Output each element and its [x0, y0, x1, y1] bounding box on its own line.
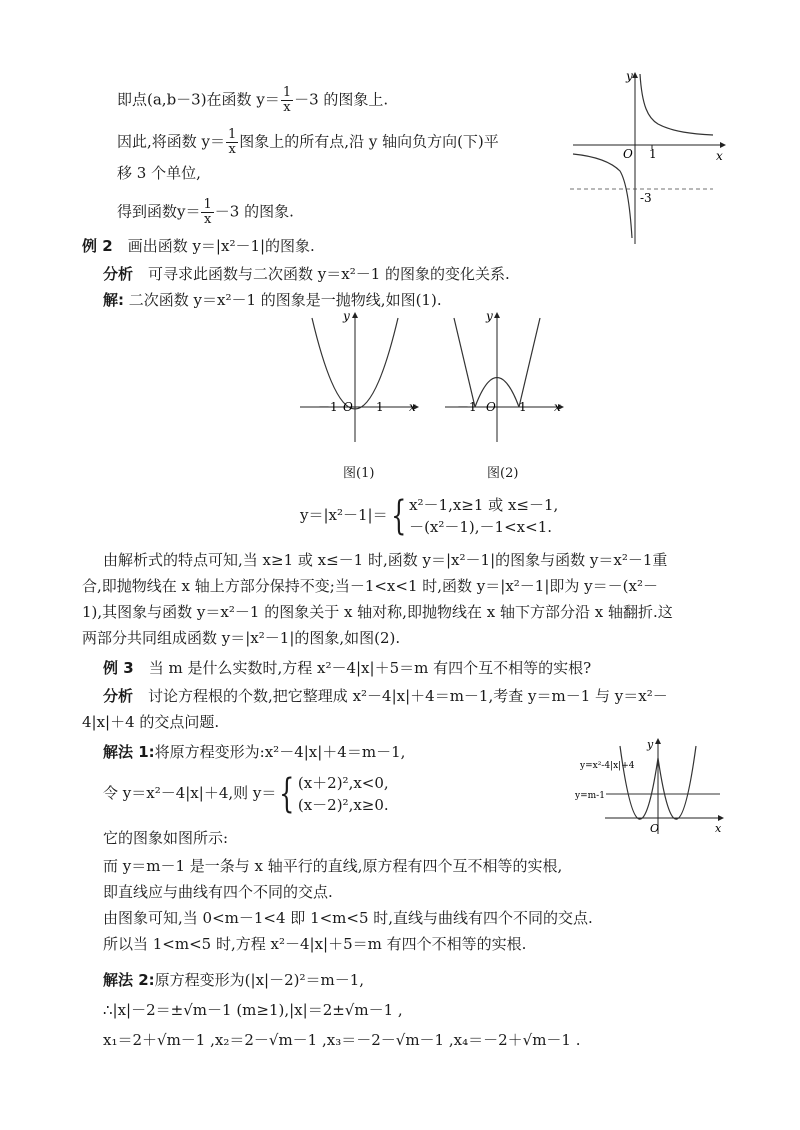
- example3-analysis2: 4|x|＋4 的交点问题.: [82, 713, 220, 731]
- example3-heading: 例 3 当 m 是什么实数时,方程 x²－4|x|＋5＝m 有四个互不相等的实根?: [103, 659, 592, 677]
- origin-label: O: [650, 822, 660, 835]
- minus3-label: -3: [640, 191, 652, 205]
- method2-line3: x₁＝2＋√m－1 ,x₂＝2－√m－1 ,x₃＝－2－√m－1 ,x₄＝－2＋√m－1 .: [103, 1031, 581, 1049]
- example3-analysis1: 分析 讨论方程根的个数,把它整理成 x²－4|x|＋4＝m－1,考查 y＝m－1 与 y＝x²－: [103, 687, 668, 705]
- line-label: y=m-1: [575, 791, 605, 801]
- minus-one-label: －1: [318, 400, 338, 414]
- y-axis-label: y: [647, 738, 654, 751]
- method1-from-graph: 由图象可知,当 0<m－1<4 即 1<m<5 时,直线与曲线有四个不同的交点.: [103, 909, 593, 927]
- tick-one-label: 1: [649, 147, 657, 161]
- curve-label: y=x²-4|x|+4: [580, 761, 635, 771]
- y-axis-label: y: [486, 310, 493, 323]
- s1-line1: 即点(a,b－3)在函数 y＝ $\frac{1}{x}$ －3 的图象上.: [117, 85, 389, 115]
- s1-line4: 得到函数y＝ $\frac{1}{x}$ －3 的图象.: [117, 197, 294, 227]
- example2-solution: 解: 二次函数 y＝x²－1 的图象是一抛物线,如图(1).: [103, 291, 442, 309]
- example2-para2: 合,即抛物线在 x 轴上方部分保持不变;当－1<x<1 时,函数 y＝|x²－1|即为 y＝－(x²－: [82, 577, 658, 595]
- s1-line2: 因此,将函数 y＝ $\frac{1}{x}$ 图象上的所有点,沿 y 轴向负方向(下)平: [117, 127, 499, 157]
- fraction: $\frac{1}{x}$: [228, 127, 237, 157]
- method2-line2: ∴|x|－2＝±√m－1 (m≥1),|x|＝2±√m－1 ,: [103, 1001, 403, 1019]
- method1-line1: 解法 1:将原方程变形为:x²－4|x|＋4＝m－1,: [103, 743, 406, 761]
- method1-graph: 它的图象如图所示:: [103, 829, 229, 847]
- method1-let: 令 y＝x²－4|x|＋4,则 y＝{ (x＋2)²,x<0, (x－2)²,x≥0.: [103, 771, 389, 817]
- hyperbola-figure: [568, 66, 728, 246]
- s1-line3: 移 3 个单位,: [117, 164, 201, 182]
- y-axis-label: y: [626, 69, 633, 83]
- brace: {: [279, 771, 295, 817]
- example2-heading: 例 2 画出函数 y＝|x²－1|的图象.: [82, 237, 315, 255]
- figure2-caption: 图(2): [487, 466, 519, 481]
- method1-conclusion: 所以当 1<m<5 时,方程 x²－4|x|＋5＝m 有四个不相等的实根.: [103, 935, 527, 953]
- one-label: 1: [519, 400, 527, 414]
- x-axis-label: x: [715, 822, 722, 835]
- y-axis-label: y: [343, 310, 350, 323]
- parabola-figure-2: [440, 310, 570, 450]
- x-axis-label: x: [409, 400, 416, 414]
- parabola-figure-1: [295, 310, 425, 450]
- cases: (x＋2)²,x<0, (x－2)²,x≥0.: [297, 774, 389, 814]
- example2-para3: 1),其图象与函数 y＝x²－1 的图象关于 x 轴对称,即抛物线在 x 轴下方部分沿 x 轴翻折.这: [82, 603, 673, 621]
- origin-label: O: [623, 147, 633, 161]
- x-axis-label: x: [716, 149, 723, 163]
- fraction: $\frac{1}{x}$: [282, 85, 292, 115]
- figure1-caption: 图(1): [343, 466, 375, 481]
- method1-intersect: 即直线应与曲线有四个不同的交点.: [103, 883, 333, 901]
- example2-analysis: 分析 可寻求此函数与二次函数 y＝x²－1 的图象的变化关系.: [103, 265, 510, 283]
- minus-one-label: －1: [457, 400, 477, 414]
- piecewise-abs: y＝|x²－1|＝{ x²－1,x≥1 或 x≤－1, －(x²－1),－1<x<1.: [300, 493, 559, 539]
- one-label: 1: [376, 400, 384, 414]
- w-curve-figure: [570, 736, 730, 836]
- origin-label: O: [343, 400, 353, 414]
- method2-line1: 解法 2:原方程变形为(|x|－2)²＝m－1,: [103, 971, 365, 989]
- example2-para1: 由解析式的特点可知,当 x≥1 或 x≤－1 时,函数 y＝|x²－1|的图象与函数 y＝x²－1重: [103, 551, 668, 569]
- example2-para4: 两部分共同组成函数 y＝|x²－1|的图象,如图(2).: [82, 629, 401, 647]
- fraction: $\frac{1}{x}$: [203, 197, 212, 227]
- method1-parallel: 而 y＝m－1 是一条与 x 轴平行的直线,原方程有四个互不相等的实根,: [103, 857, 563, 875]
- x-axis-label: x: [554, 400, 561, 414]
- origin-label: O: [486, 400, 496, 414]
- brace: {: [390, 493, 406, 539]
- cases: x²－1,x≥1 或 x≤－1, －(x²－1),－1<x<1.: [409, 496, 559, 536]
